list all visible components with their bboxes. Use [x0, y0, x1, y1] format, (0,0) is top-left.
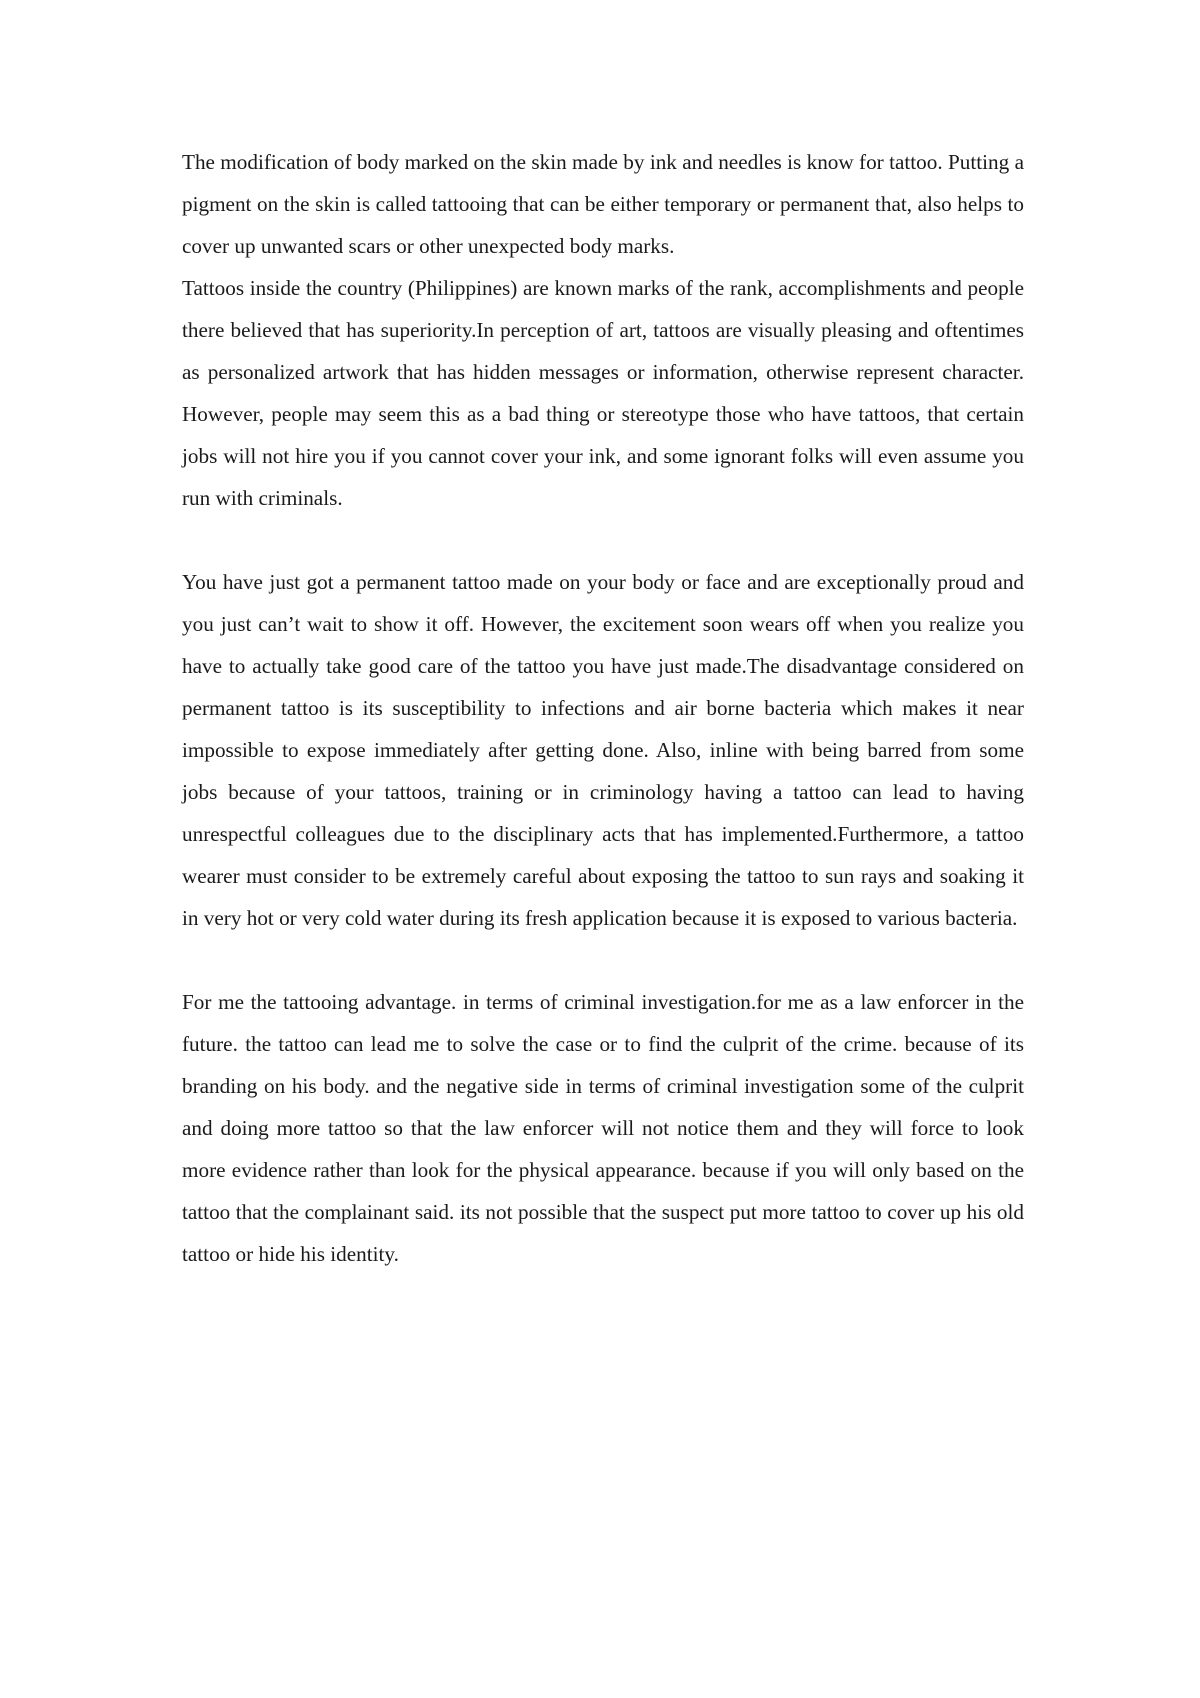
paragraph-spacer [182, 939, 1024, 981]
document-body [182, 141, 1024, 1275]
paragraph-spacer [182, 519, 1024, 561]
paragraph-criminal-investigation: For me the tattooing advantage. in terms of criminal investigation.for me as a law enforcer in the future. the tattoo can lead me to solve the case or to find the culprit of the crime. because of its branding on his body. and the negative side in terms of criminal investigation some of the culprit and doing more tattoo so that the law enforcer will not notice them and they will force to look more evidence rather than look for the physical appearance. because if you will only based on the tattoo that the complainant said. its not possible that the suspect put more tattoo to cover up his old tattoo or hide his identity. [182, 990, 1024, 1266]
paragraph-tattoos-philippines: Tattoos inside the country (Philippines) are known marks of the rank, accomplishments and people there believed that has superiority.In perception of art, tattoos are visually pleasing and oftentimes as personalized artwork that has hidden messages or information, otherwise represent character. However, people may seem this as a bad thing or stereotype those who have tattoos, that certain jobs will not hire you if you cannot cover your ink, and some ignorant folks will even assume you run with criminals. [182, 276, 1024, 510]
paragraph-tattoo-definition: The modification of body marked on the skin made by ink and needles is know for tattoo. Putting a pigment on the skin is called tattooing that can be either temporary or permanent that, also helps to cover up unwanted scars or other unexpected body marks. [182, 150, 1024, 258]
paragraph-tattoo-disadvantages: You have just got a permanent tattoo made on your body or face and are exceptionally proud and you just can’t wait to show it off. However, the excitement soon wears off when you realize you have to actually take good care of the tattoo you have just made.The disadvantage considered on permanent tattoo is its susceptibility to infections and air borne bacteria which makes it near impossible to expose immediately after getting done. Also, inline with being barred from some jobs because of your tattoos, training or in criminology having a tattoo can lead to having unrespectful colleagues due to the disciplinary acts that has implemented.Furthermore, a tattoo wearer must consider to be extremely careful about exposing the tattoo to sun rays and soaking it in very hot or very cold water during its fresh application because it is exposed to various bacteria. [182, 570, 1024, 930]
